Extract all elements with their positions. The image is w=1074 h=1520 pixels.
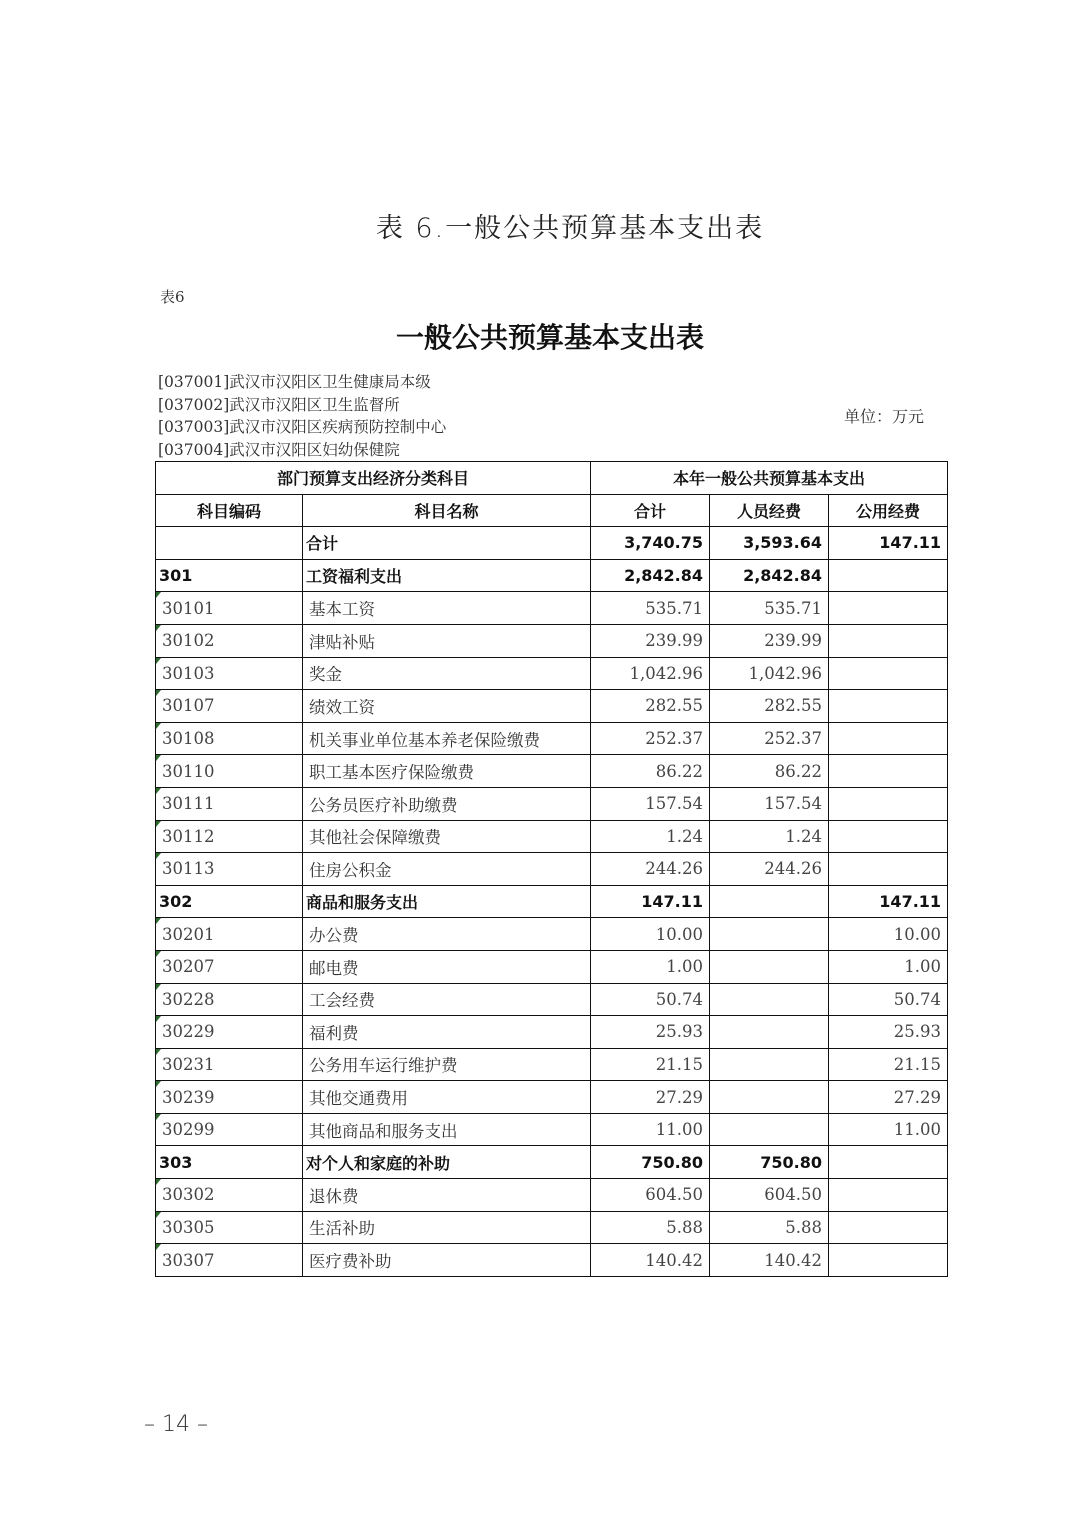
cell-public: 1.00 bbox=[829, 950, 948, 983]
cell-personnel: 157.54 bbox=[710, 787, 829, 820]
cell-code: 302 bbox=[156, 885, 303, 918]
cell-code: 30207 bbox=[156, 950, 303, 983]
table-row bbox=[156, 820, 948, 853]
cell-public bbox=[829, 820, 948, 853]
cell-code: 30103 bbox=[156, 657, 303, 690]
cell-code: 30201 bbox=[156, 918, 303, 951]
cell-public: 25.93 bbox=[829, 1016, 948, 1049]
unit-item: [037002]武汉市汉阳区卫生监督所 bbox=[158, 395, 400, 414]
cell-personnel: 604.50 bbox=[710, 1179, 829, 1212]
cell-name: 退休费 bbox=[303, 1179, 591, 1212]
cell-name: 工会经费 bbox=[303, 983, 591, 1016]
cell-code: 30299 bbox=[156, 1113, 303, 1146]
cell-total: 27.29 bbox=[591, 1081, 710, 1114]
cell-name: 对个人和家庭的补助 bbox=[303, 1146, 591, 1179]
cell-code: 30307 bbox=[156, 1244, 303, 1277]
cell-total: 239.99 bbox=[591, 624, 710, 657]
cell-public bbox=[829, 787, 948, 820]
cell-personnel: 5.88 bbox=[710, 1211, 829, 1244]
cell-code: 30107 bbox=[156, 690, 303, 723]
cell-personnel: 3,593.64 bbox=[710, 527, 829, 560]
cell-name: 邮电费 bbox=[303, 950, 591, 983]
cell-public bbox=[829, 1146, 948, 1179]
cell-name: 绩效工资 bbox=[303, 690, 591, 723]
cell-personnel bbox=[710, 950, 829, 983]
cell-total: 1.24 bbox=[591, 820, 710, 853]
cell-code: 30231 bbox=[156, 1048, 303, 1081]
cell-total: 2,842.84 bbox=[591, 559, 710, 592]
unit-item: [037003]武汉市汉阳区疾病预防控制中心 bbox=[158, 418, 447, 436]
cell-personnel bbox=[710, 1048, 829, 1081]
cell-code: 30305 bbox=[156, 1211, 303, 1244]
cell-personnel: 2,842.84 bbox=[710, 559, 829, 592]
table-row bbox=[156, 1179, 948, 1212]
cell-name: 住房公积金 bbox=[303, 853, 591, 886]
cell-total: 3,740.75 bbox=[591, 527, 710, 560]
table-row bbox=[156, 1016, 948, 1049]
table-row bbox=[156, 853, 948, 886]
cell-code: 30110 bbox=[156, 755, 303, 788]
document-title: 表 6.一般公共预算基本支出表 bbox=[375, 213, 765, 244]
cell-personnel: 750.80 bbox=[710, 1146, 829, 1179]
header-classification: 部门预算支出经济分类科目 bbox=[156, 462, 591, 495]
header-public: 公用经费 bbox=[829, 494, 948, 527]
header-name: 科目名称 bbox=[303, 494, 591, 527]
page-number: – 14 – bbox=[144, 1412, 208, 1437]
table-row bbox=[156, 1081, 948, 1114]
cell-public: 11.00 bbox=[829, 1113, 948, 1146]
cell-public bbox=[829, 657, 948, 690]
category-row bbox=[156, 1146, 948, 1179]
header-personnel: 人员经费 bbox=[710, 494, 829, 527]
cell-personnel bbox=[710, 1113, 829, 1146]
cell-public bbox=[829, 592, 948, 625]
cell-personnel bbox=[710, 983, 829, 1016]
cell-personnel: 282.55 bbox=[710, 690, 829, 723]
header-code: 科目编码 bbox=[156, 494, 303, 527]
cell-personnel bbox=[710, 918, 829, 951]
cell-public bbox=[829, 1244, 948, 1277]
cell-name: 生活补助 bbox=[303, 1211, 591, 1244]
cell-name: 公务员医疗补助缴费 bbox=[303, 787, 591, 820]
cell-total: 147.11 bbox=[591, 885, 710, 918]
table-row bbox=[156, 657, 948, 690]
cell-personnel: 1.24 bbox=[710, 820, 829, 853]
cell-code: 30229 bbox=[156, 1016, 303, 1049]
cell-personnel: 1,042.96 bbox=[710, 657, 829, 690]
cell-public: 27.29 bbox=[829, 1081, 948, 1114]
cell-name: 职工基本医疗保险缴费 bbox=[303, 755, 591, 788]
table-row bbox=[156, 1244, 948, 1277]
cell-total: 86.22 bbox=[591, 755, 710, 788]
cell-public: 10.00 bbox=[829, 918, 948, 951]
table-row bbox=[156, 787, 948, 820]
table-row bbox=[156, 1113, 948, 1146]
cell-personnel bbox=[710, 1081, 829, 1114]
category-row bbox=[156, 527, 948, 560]
cell-code: 30302 bbox=[156, 1179, 303, 1212]
table-body bbox=[156, 527, 948, 1277]
cell-personnel: 535.71 bbox=[710, 592, 829, 625]
cell-personnel: 252.37 bbox=[710, 722, 829, 755]
table-row bbox=[156, 755, 948, 788]
cell-name: 其他交通费用 bbox=[303, 1081, 591, 1114]
cell-name: 机关事业单位基本养老保险缴费 bbox=[303, 722, 591, 755]
table-row bbox=[156, 592, 948, 625]
header-expenditure: 本年一般公共预算基本支出 bbox=[591, 462, 948, 495]
cell-total: 282.55 bbox=[591, 690, 710, 723]
cell-public bbox=[829, 559, 948, 592]
cell-name: 医疗费补助 bbox=[303, 1244, 591, 1277]
unit-item: [037004]武汉市汉阳区妇幼保健院 bbox=[158, 440, 400, 459]
cell-code: 303 bbox=[156, 1146, 303, 1179]
cell-public bbox=[829, 690, 948, 723]
cell-code: 30111 bbox=[156, 787, 303, 820]
cell-name: 其他商品和服务支出 bbox=[303, 1113, 591, 1146]
header-group-row bbox=[156, 462, 948, 495]
cell-total: 140.42 bbox=[591, 1244, 710, 1277]
unit-item: [037001]武汉市汉阳区卫生健康局本级 bbox=[158, 373, 431, 391]
cell-code: 30239 bbox=[156, 1081, 303, 1114]
cell-total: 1.00 bbox=[591, 950, 710, 983]
cell-personnel bbox=[710, 1016, 829, 1049]
cell-public bbox=[829, 755, 948, 788]
cell-name: 公务用车运行维护费 bbox=[303, 1048, 591, 1081]
cell-total: 21.15 bbox=[591, 1048, 710, 1081]
budget-table bbox=[155, 461, 948, 1277]
cell-public bbox=[829, 853, 948, 886]
cell-personnel: 244.26 bbox=[710, 853, 829, 886]
cell-total: 604.50 bbox=[591, 1179, 710, 1212]
cell-total: 252.37 bbox=[591, 722, 710, 755]
cell-total: 535.71 bbox=[591, 592, 710, 625]
table-row bbox=[156, 624, 948, 657]
cell-total: 1,042.96 bbox=[591, 657, 710, 690]
cell-public: 21.15 bbox=[829, 1048, 948, 1081]
cell-code: 30101 bbox=[156, 592, 303, 625]
cell-public: 147.11 bbox=[829, 885, 948, 918]
table-row bbox=[156, 690, 948, 723]
table-row bbox=[156, 950, 948, 983]
table-title: 一般公共预算基本支出表 bbox=[395, 321, 704, 354]
cell-code: 30112 bbox=[156, 820, 303, 853]
category-row bbox=[156, 559, 948, 592]
cell-total: 5.88 bbox=[591, 1211, 710, 1244]
table-row bbox=[156, 722, 948, 755]
cell-total: 50.74 bbox=[591, 983, 710, 1016]
cell-name: 商品和服务支出 bbox=[303, 885, 591, 918]
cell-name: 基本工资 bbox=[303, 592, 591, 625]
cell-total: 11.00 bbox=[591, 1113, 710, 1146]
category-row bbox=[156, 885, 948, 918]
unit-list bbox=[158, 371, 446, 461]
cell-code: 30228 bbox=[156, 983, 303, 1016]
header-column-row bbox=[156, 494, 948, 527]
cell-code: 301 bbox=[156, 559, 303, 592]
cell-public bbox=[829, 722, 948, 755]
currency-unit-label: 单位：万元 bbox=[844, 407, 925, 426]
cell-total: 244.26 bbox=[591, 853, 710, 886]
cell-name: 奖金 bbox=[303, 657, 591, 690]
header-total: 合计 bbox=[591, 494, 710, 527]
table-row bbox=[156, 1211, 948, 1244]
table-row bbox=[156, 1048, 948, 1081]
cell-total: 750.80 bbox=[591, 1146, 710, 1179]
cell-name: 津贴补贴 bbox=[303, 624, 591, 657]
cell-personnel: 239.99 bbox=[710, 624, 829, 657]
cell-total: 10.00 bbox=[591, 918, 710, 951]
cell-personnel: 86.22 bbox=[710, 755, 829, 788]
cell-personnel: 140.42 bbox=[710, 1244, 829, 1277]
cell-name: 工资福利支出 bbox=[303, 559, 591, 592]
cell-code: 30102 bbox=[156, 624, 303, 657]
table-label: 表6 bbox=[160, 288, 185, 306]
cell-code bbox=[156, 527, 303, 560]
cell-public bbox=[829, 1211, 948, 1244]
cell-total: 25.93 bbox=[591, 1016, 710, 1049]
table-row bbox=[156, 918, 948, 951]
cell-public: 147.11 bbox=[829, 527, 948, 560]
cell-code: 30108 bbox=[156, 722, 303, 755]
cell-public: 50.74 bbox=[829, 983, 948, 1016]
table-row bbox=[156, 983, 948, 1016]
cell-personnel bbox=[710, 885, 829, 918]
cell-name: 合计 bbox=[303, 527, 591, 560]
cell-name: 其他社会保障缴费 bbox=[303, 820, 591, 853]
cell-total: 157.54 bbox=[591, 787, 710, 820]
cell-name: 办公费 bbox=[303, 918, 591, 951]
cell-name: 福利费 bbox=[303, 1016, 591, 1049]
cell-public bbox=[829, 624, 948, 657]
cell-code: 30113 bbox=[156, 853, 303, 886]
cell-public bbox=[829, 1179, 948, 1212]
